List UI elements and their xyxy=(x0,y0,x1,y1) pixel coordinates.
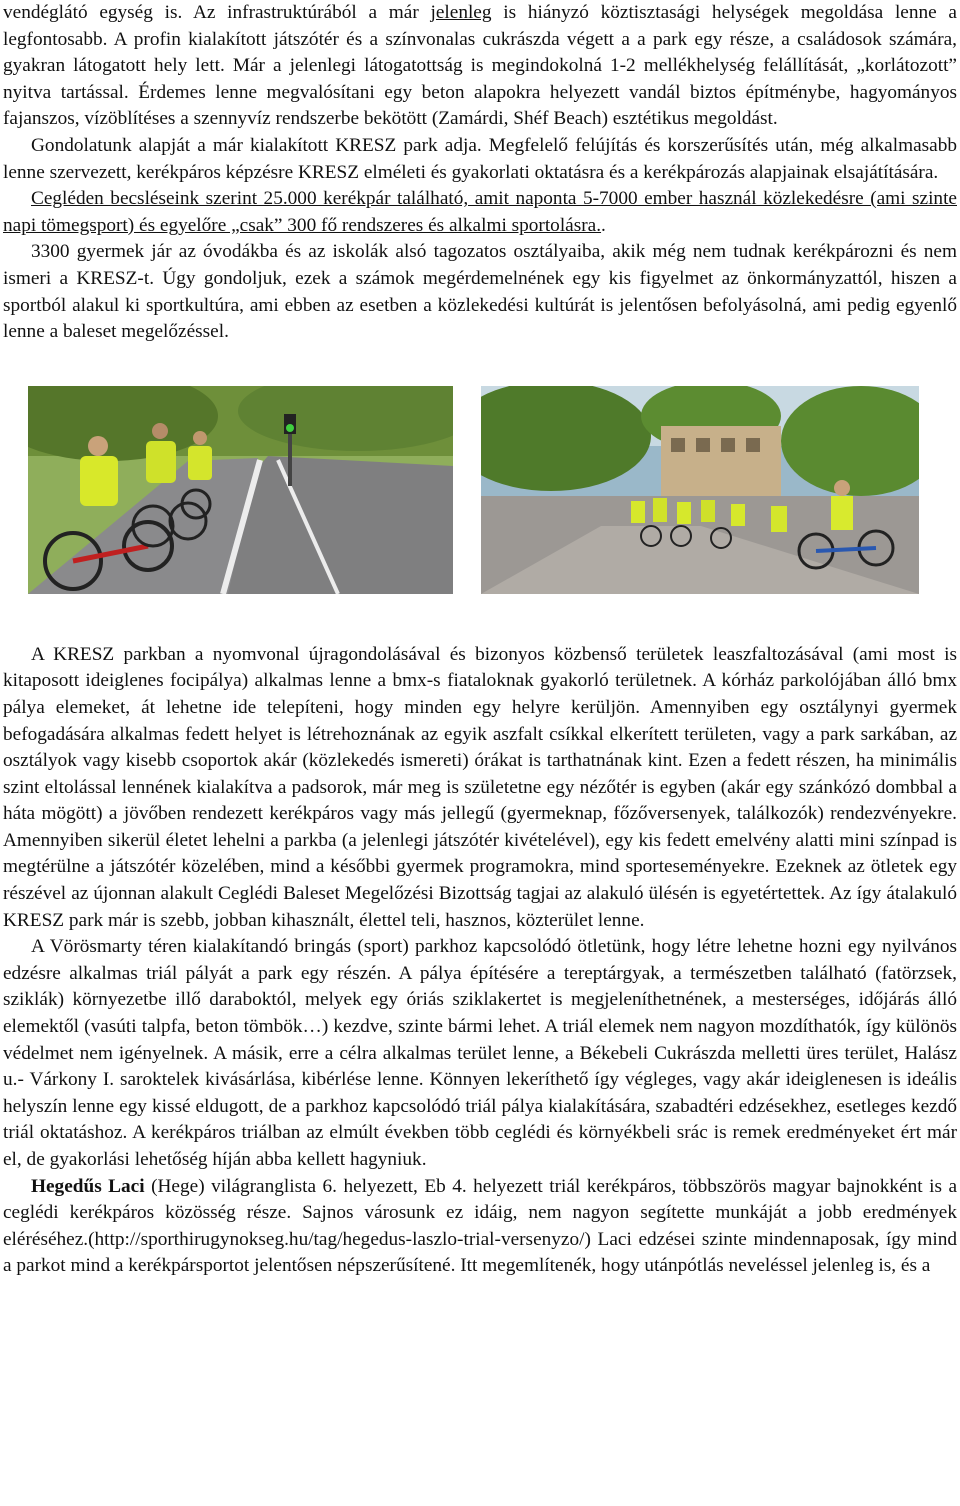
paragraph-park-redesign: A KRESZ parkban a nyomvonal újragondolásával és bizonyos közbenső területek leaszfaltozásával (ami most is kitaposott ideiglenes focipálya) alkalmas lenne a bmx-s fiataloknak gyakorló területnek. A kórház parkolójában álló bmx pálya elemeket, át lehetne ide telepíteni, hogy minden egy helyre kerüljön. Amennyiben egy osztálynyi gyermek befogadására alkalmas fedett helyet is létrehoznának az egyik aszfalt csíkkal elkerített területen, vagy a park sarkában, az osztályok vagy kisebb csoportok akár (közlekedés ismereti) órákat is tarthatnának kint. Ezen a fedett részen, ha minimális szint eltolással lennének kialakítva a padsorok, már meg is születetne egy nézőtér is egyben (akár egy szánkózó dombbal a háta mögött) a jövőben rendezett kerékpáros vagy más jellegű (gyermeknap, főzőversenyek, találkozók) rendezvényekre. Amennyiben sikerül életet lehelni a parkba (a jelenlegi játszótér kivételével), egy kis fedett emelvény alatti mini színpad is megtérülne a játszótér közelében, mind a későbbi gyermek programokra, mind sporteseményekre. Ezeknek az ötletek egy részével az újonnan alakult Ceglédi Baleset Megelőzési Bizottság tagjai az alakuló ülésén is egyetértettek. Az így átalakuló KRESZ park már is szebb, jobban kihasznált, élettel teli, hasznos, közterület lenne. xyxy=(3,643,957,931)
text-segment: is hiányzó köztisztasági helységek megoldása lenne a legfontosabb. A profin kialakított játszótér és a színvonalas cukrászda végett a a park egy része, a családosok számára, gyakran látogatott hely lett. Már a jelenlegi látogatottság is megindokolná 1-2 mellékhelység felállítását, „korlátozott” nyitva tartással. Érdemes lenne megvalósítani egy beton alapokra helyezett vandál biztos építménybe, hagyományos fajanszos, vízöblítéses a szennyvíz rendszerbe bekötött (Zamárdi, Shéf Beach) esztétikus megoldást. xyxy=(3,2,957,130)
text-segment: (Hege) világranglista 6. helyezett, Eb 4. helyezett triál kerékpáros, többszörös magyar bajnokként is a ceglédi kerékpáros közösség része. Sajnos városunk ez idáig, nem nagyon segítette munkáját a jobb eredmények eléréséhez.(http://sporthirugynokseg.hu/tag/hegedus-laszlo-trial-versenyzo/) Laci edzései szinte mindennaposak, így mind a parkot mind a kerékpársportot jelentősen népszerűsítené. Itt megemlítenék, hogy utánpótlás neveléssel jelenleg is, és a xyxy=(3,1175,957,1277)
text-segment: vendéglátó egység is. Az infrastruktúrából a már xyxy=(3,2,431,23)
paragraph-hegedus xyxy=(3,1174,957,1280)
children-cycling-road-photo xyxy=(28,386,453,594)
paragraph-bike-stats xyxy=(3,186,957,239)
photo-image xyxy=(28,386,453,594)
paragraph-vorosmarty: A Vörösmarty téren kialakítandó bringás (sport) parkhoz kapcsolódó ötletünk, hogy létre lehetne hozni egy nyilvános edzésre alkalmas triál pályát a park egy részén. A pálya építésére a tereptárgyak, a természetben található (fatörzsek, sziklák) környezetbe illő daraboktól, melyek egy óriás sziklakertet is megjeleníthetnének, a mesterséges, időjárás álló elemektől (vasúti talpfa, beton tömbök…) kezdve, szinte bármi lehet. A triál elemek nem nagyon mozdíthatók, így különös védelmet nem igényelnek. A másik, erre a célra alkalmas terület lenne, a Békebeli Cukrászda melletti üres terület, Halász u.- Várkony I. saroktelek kivásárlása, kibérlése lenne. Könnyen lekeríthető így végleges, vagy akár ideiglenesen is ideális helyszín lenne egy kissé eldugott, de a parkhoz kapcsolódó triál pálya kialakítására, szabadtéri edzésekhez, esetleges kezdő triál oktatáshoz. A kerékpáros triálban az elmúlt években több ceglédi és környékbeli srác is remek eredményeket ért már el, de gyakorlási lehetőség híján abba kellett hagyniuk. xyxy=(3,936,957,1170)
bold-name: Hegedűs Laci xyxy=(31,1175,145,1197)
underlined-bike-stats: Cegléden becsléseink szerint 25.000 kerékpár található, amit naponta 5-7000 ember használ közlekedésre (ami szinte napi tömegsport) és egyelőre „csak” 300 fő rendszeres és alkalmi sportolásra. xyxy=(3,188,957,236)
period: . xyxy=(601,214,606,236)
underlined-word: jelenleg xyxy=(430,2,492,23)
document-page xyxy=(3,0,957,1280)
photo-row xyxy=(3,360,957,642)
paragraph-children: 3300 gyermek jár az óvodákba és az iskolák alsó tagozatos osztályaiba, akik még nem tudnak kerékpározni és nem ismeri a KRESZ-t. Úgy gondoljuk, ezek a számok megérdemelnének egy kis figyelmet az önkormányzattól, hiszen a sportból alakul ki sportkultúra, ami ebben az esetben a közlekedési kultúrát is jelentősen befolyásolná, ami pedig egyenlő lenne a baleset megelőzéssel. xyxy=(3,241,957,343)
paragraph-infrastructure xyxy=(3,0,957,133)
paragraph-kresz-park: Gondolatunk alapját a már kialakított KRESZ park adja. Megfelelő felújítás és korszerűsítés után, még alkalmasabb lenne szervezett, kerékpáros képzésre KRESZ elméleti és gyakorlati oktatásra és a kerékpározás alapjainak elsajátítására. xyxy=(3,134,957,183)
photo-image xyxy=(481,386,919,594)
children-with-bikes-street-photo xyxy=(481,386,919,594)
